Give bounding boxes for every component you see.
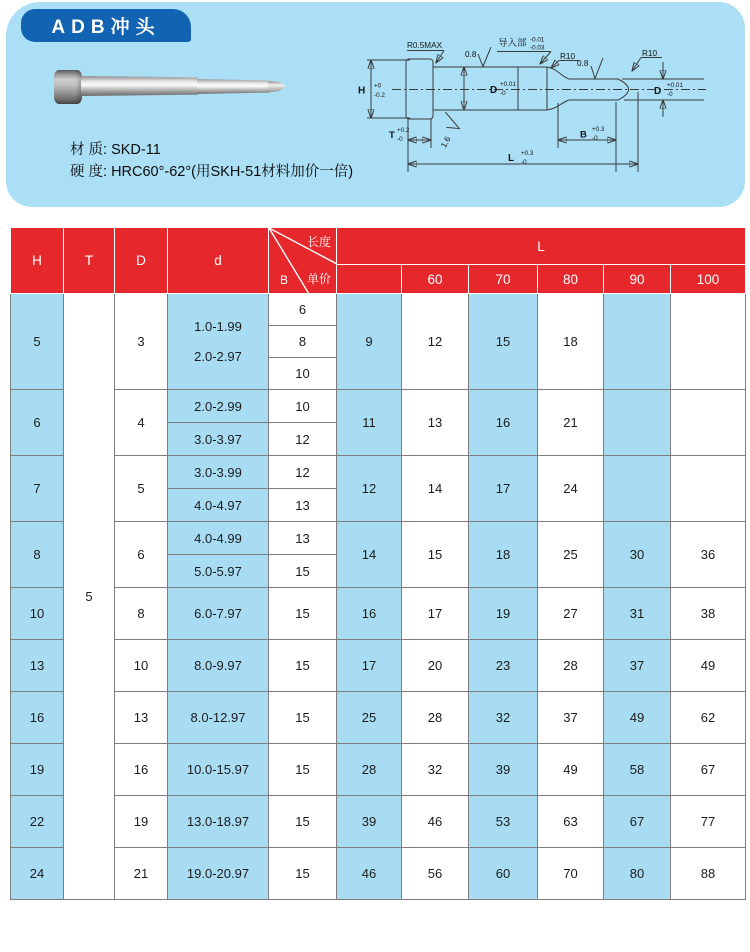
dim-b-tol-lower: -0: [592, 135, 598, 142]
price-cell: 37: [538, 692, 604, 744]
h-cell: 8: [11, 522, 64, 588]
price-cell: 27: [538, 588, 604, 640]
dim-t-tol-lower: -0: [397, 136, 403, 143]
dim-l-tol-upper: +0.3: [521, 150, 534, 157]
b-cell: 15: [269, 588, 337, 640]
d-range-cell: 13.0-18.97: [168, 796, 269, 848]
d-cell: 13: [115, 692, 168, 744]
roughness-check-tip: [591, 58, 603, 79]
finish-tip-note: 0.8: [577, 59, 589, 68]
dim-b-tol-upper: +0.3: [592, 126, 605, 133]
price-cell: 14: [402, 456, 469, 522]
lead-in-note: 导入部: [498, 38, 527, 49]
table-row: [11, 640, 746, 692]
price-cell: 38: [671, 588, 746, 640]
lead-in-tol-upper: -0.01: [530, 36, 545, 44]
roughness-side-label: 1.6: [439, 135, 453, 150]
price-cell: 15: [402, 522, 469, 588]
d-range-cell: [168, 294, 269, 390]
price-cell: 30: [604, 522, 671, 588]
price-cell: 80: [604, 848, 671, 900]
dim-d-tip-label: D: [654, 86, 662, 97]
d-range-cell: 19.0-20.97: [168, 848, 269, 900]
price-cell: 23: [469, 640, 538, 692]
table-row: [11, 588, 746, 640]
table-row: [11, 294, 746, 326]
d-range-cell: 10.0-15.97: [168, 744, 269, 796]
price-cell: 15: [469, 294, 538, 390]
col-header-d-small: d: [168, 228, 269, 294]
d-range-cell: 4.0-4.99: [168, 522, 269, 555]
b-cell: 15: [269, 848, 337, 900]
d-cell: 6: [115, 522, 168, 588]
price-cell: 12: [337, 456, 402, 522]
price-cell: 14: [337, 522, 402, 588]
price-cell: 31: [604, 588, 671, 640]
d-range-cell: 8.0-9.97: [168, 640, 269, 692]
dim-l-label: L: [508, 153, 515, 164]
page-title: ADB冲头: [21, 9, 191, 42]
b-cell: 13: [269, 489, 337, 522]
material-line: [70, 140, 353, 162]
price-cell: 39: [337, 796, 402, 848]
d-range-cell: 5.0-5.97: [168, 555, 269, 588]
price-cell: 46: [402, 796, 469, 848]
b-cell: 15: [269, 796, 337, 848]
col-header-l-70: 70: [469, 265, 538, 294]
diag-length-label: 长度: [306, 235, 331, 249]
price-cell: 24: [538, 456, 604, 522]
punch-tip: [268, 81, 286, 93]
d-cell: 5: [115, 456, 168, 522]
b-cell: 12: [269, 456, 337, 489]
b-cell: 15: [269, 640, 337, 692]
d-range-cell: 8.0-12.97: [168, 692, 269, 744]
col-header-t: T: [64, 228, 115, 294]
d-range-cell: 6.0-7.97: [168, 588, 269, 640]
price-cell: 49: [671, 640, 746, 692]
table-row: [11, 848, 746, 900]
b-cell: 10: [269, 390, 337, 423]
dim-d-tip-tol-lower: -0: [667, 91, 673, 98]
h-cell: 5: [11, 294, 64, 390]
price-cell: [671, 390, 746, 456]
d-cell: 10: [115, 640, 168, 692]
lead-in-tol-lower: -0.03: [530, 44, 545, 52]
price-cell: 16: [337, 588, 402, 640]
price-cell: [671, 294, 746, 390]
dim-h-label: H: [358, 85, 366, 97]
dim-d-tip-tol-upper: +0.01: [667, 82, 683, 89]
price-cell: 16: [469, 390, 538, 456]
h-cell: 7: [11, 456, 64, 522]
table-row: [11, 390, 746, 423]
dim-h-tol-upper: +0: [374, 82, 382, 90]
price-cell: 62: [671, 692, 746, 744]
price-cell: 53: [469, 796, 538, 848]
price-cell: 37: [604, 640, 671, 692]
price-cell: 28: [402, 692, 469, 744]
h-cell: 19: [11, 744, 64, 796]
table-row: [11, 692, 746, 744]
price-cell: 28: [337, 744, 402, 796]
punch-shaft: [81, 76, 198, 96]
dim-b-label: B: [580, 129, 587, 141]
col-header-l-60: 60: [402, 265, 469, 294]
d-cell: 3: [115, 294, 168, 390]
price-cell: 17: [469, 456, 538, 522]
diag-b-label: B: [280, 273, 289, 287]
table-row: [11, 744, 746, 796]
roughness-side-symbol: [430, 112, 463, 150]
b-cell: 15: [269, 744, 337, 796]
d-range-line: 1.0-1.99: [194, 318, 242, 334]
price-table: [10, 227, 746, 900]
b-cell: 6: [269, 294, 337, 326]
d-cell: 19: [115, 796, 168, 848]
b-cell: 10: [269, 358, 337, 390]
price-cell: [604, 456, 671, 522]
price-cell: 36: [671, 522, 746, 588]
finish-shank-note: 0.8: [465, 50, 477, 59]
price-cell: 67: [671, 744, 746, 796]
roughness-check-shank: [478, 47, 491, 67]
col-header-l-80: 80: [538, 265, 604, 294]
b-cell: 13: [269, 522, 337, 555]
col-header-b-price-diagonal: [269, 228, 337, 294]
price-cell: 32: [469, 692, 538, 744]
d-range-cell: 2.0-2.99: [168, 390, 269, 423]
col-header-h: H: [11, 228, 64, 294]
hardness-value: HRC60°-62°(用SKH-51材料加价一倍): [111, 163, 354, 180]
dim-h-tol-lower: -0.2: [374, 92, 385, 99]
spec-text: [70, 140, 353, 184]
price-cell: 21: [538, 390, 604, 456]
col-header-d-big: D: [115, 228, 168, 294]
hardness-label: 硬 度:: [70, 163, 108, 180]
t-cell: 5: [64, 294, 115, 900]
price-cell: 25: [337, 692, 402, 744]
material-value: SKD-11: [111, 142, 161, 158]
price-cell: 11: [337, 390, 402, 456]
dim-d-shank-tol-lower: -0: [500, 90, 506, 97]
price-cell: 17: [337, 640, 402, 692]
b-cell: 8: [269, 326, 337, 358]
diag-price-label: 单价: [306, 272, 331, 286]
h-cell: 22: [11, 796, 64, 848]
price-cell: 39: [469, 744, 538, 796]
table-row: [11, 796, 746, 848]
col-header-l-90: 90: [604, 265, 671, 294]
h-cell: 16: [11, 692, 64, 744]
dim-d-shank-tol-upper: +0.01: [500, 81, 516, 88]
punch-head: [54, 70, 82, 104]
price-cell: 19: [469, 588, 538, 640]
price-cell: 70: [538, 848, 604, 900]
price-cell: 13: [402, 390, 469, 456]
dim-l-tol-lower: -0: [521, 159, 527, 166]
col-header-l-100: 100: [671, 265, 746, 294]
price-cell: [604, 390, 671, 456]
price-cell: 32: [402, 744, 469, 796]
price-cell: 25: [538, 522, 604, 588]
table-row: [11, 456, 746, 489]
price-cell: [671, 456, 746, 522]
technical-drawing: [356, 22, 750, 187]
col-header-l: L: [337, 228, 746, 265]
price-cell: 28: [538, 640, 604, 692]
price-cell: 12: [402, 294, 469, 390]
d-cell: 8: [115, 588, 168, 640]
r10-neck-note: R10: [560, 52, 576, 61]
h-cell: 24: [11, 848, 64, 900]
d-range-cell: 4.0-4.97: [168, 489, 269, 522]
price-cell: 49: [604, 692, 671, 744]
dim-d-shank-label: D: [490, 85, 498, 96]
b-cell: 15: [269, 692, 337, 744]
punch-pilot: [197, 79, 269, 94]
dim-t-label: T: [389, 130, 395, 141]
d-range-cell: 3.0-3.99: [168, 456, 269, 489]
price-cell: 56: [402, 848, 469, 900]
price-cell: 17: [402, 588, 469, 640]
price-cell: 58: [604, 744, 671, 796]
r05max-note: R0.5MAX: [407, 41, 443, 50]
b-cell: 15: [269, 555, 337, 588]
h-cell: 13: [11, 640, 64, 692]
price-cell: [604, 294, 671, 390]
b-cell: 12: [269, 423, 337, 456]
col-header-l-blank: [337, 265, 402, 294]
dim-t-tol-upper: +0.2: [397, 127, 410, 134]
d-range-cell: 3.0-3.97: [168, 423, 269, 456]
price-cell: 20: [402, 640, 469, 692]
price-cell: 63: [538, 796, 604, 848]
h-cell: 10: [11, 588, 64, 640]
d-cell: 4: [115, 390, 168, 456]
price-cell: 88: [671, 848, 746, 900]
product-panel: [6, 2, 745, 207]
price-cell: 18: [538, 294, 604, 390]
material-label: 材 质:: [70, 142, 108, 158]
price-cell: 18: [469, 522, 538, 588]
price-cell: 9: [337, 294, 402, 390]
punch-photo: [54, 66, 294, 108]
h-cell: 6: [11, 390, 64, 456]
d-cell: 16: [115, 744, 168, 796]
d-range-line: 2.0-2.97: [194, 348, 242, 364]
d-cell: 21: [115, 848, 168, 900]
table-row: [11, 522, 746, 555]
r10-tip-note: R10: [642, 49, 658, 58]
price-cell: 46: [337, 848, 402, 900]
hardness-line: [70, 162, 353, 184]
price-cell: 60: [469, 848, 538, 900]
price-cell: 67: [604, 796, 671, 848]
price-cell: 77: [671, 796, 746, 848]
price-cell: 49: [538, 744, 604, 796]
